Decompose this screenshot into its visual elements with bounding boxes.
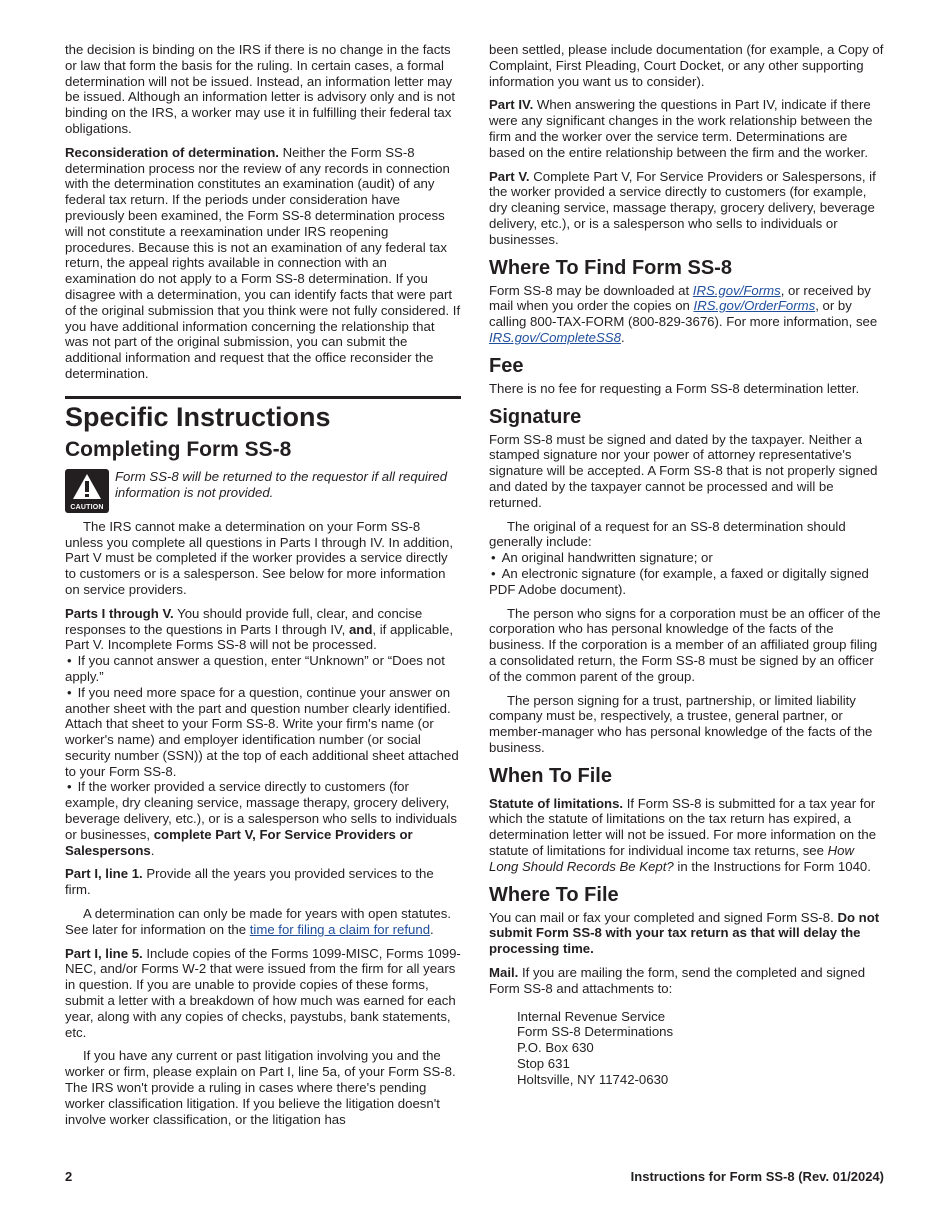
- part-iv-paragraph: Part IV. When answering the questions in Part IV, indicate if there were any significant changes in the work relationship between the firm and the worker over the service term. Determinations are based on the entire relationship between the firm and the worker.: [489, 97, 873, 160]
- time-for-filing-link[interactable]: time for filing a claim for refund: [249, 921, 431, 937]
- fee-heading: Fee: [489, 354, 524, 377]
- irs-cannot-paragraph: The IRS cannot make a determination on your Form SS-8 unless you complete all questions in Parts I through IV. In addition, Part V must be completed if the worker provides a service directly to customers or is a salesperson. See below for more information on service providers.: [65, 518, 454, 597]
- irs-forms-link[interactable]: IRS.gov/Forms: [692, 282, 781, 298]
- original-request-paragraph: The original of a request for an SS-8 determination should generally include: • An original handwritten signature; or • An electronic signature (for example, a faxed or digitally signed PDF Adobe document).: [489, 519, 885, 598]
- bullet-item: • An original handwritten signature; or: [489, 550, 885, 566]
- mail-paragraph: Mail. If you are mailing the form, send the completed and signed Form SS-8 and attachments to:: [489, 965, 866, 996]
- specific-instructions-heading: Specific Instructions: [65, 401, 331, 432]
- reconsideration-lead: Reconsideration of determination.: [65, 144, 279, 160]
- caution-icon: [65, 469, 109, 513]
- caution-label: CAUTION: [70, 503, 104, 511]
- address-line: Form SS-8 Determinations: [517, 1024, 674, 1040]
- determination-paragraph: A determination can only be made for years with open statutes. See later for information on the time for filing a claim for refund.: [65, 906, 451, 937]
- address-line: P.O. Box 630: [517, 1040, 594, 1056]
- address-line: Internal Revenue Service: [517, 1008, 666, 1024]
- section-rule: [65, 396, 461, 399]
- where-file-paragraph: You can mail or fax your completed and signed Form SS-8. Do not submit Form SS-8 with your tax return as that will delay the processing time.: [489, 909, 880, 957]
- address-line: Stop 631: [517, 1056, 570, 1072]
- settled-paragraph: been settled, please include documentation (for example, a Copy of Complaint, First Pleading, Court Docket, or any other supporting information you want us to consider).: [489, 42, 884, 89]
- address-line: Holtsville, NY 11742-0630: [517, 1071, 669, 1087]
- where-file-heading: Where To File: [489, 883, 619, 906]
- part-v-paragraph: Part V. Complete Part V, For Service Providers or Salespersons, if the worker provided a service directly to customers (for example, dry cleaning service, massage therapy, grocery delivery, beverage delivery, etc.), or is a salesperson who sells to individuals or businesses.: [489, 168, 876, 247]
- mailing-address: [517, 1009, 885, 1088]
- signature-heading: Signature: [489, 405, 582, 428]
- where-find-heading: Where To Find Form SS-8: [489, 256, 732, 279]
- when-file-heading: When To File: [489, 764, 612, 787]
- corporation-paragraph: The person who signs for a corporation must be an officer of the corporation who has personal knowledge of the facts of the business. If the corporation is a member of an affiliated group filing a consolidated return, the Form SS-8 must be signed by an officer of the common parent of the group.: [489, 605, 881, 684]
- trust-paragraph: The person signing for a trust, partnership, or limited liability company must be, respectively, a trustee, general partner, or member-manager who has personal knowledge of the facts of the business.: [489, 692, 873, 755]
- where-find-paragraph: Form SS-8 may be downloaded at IRS.gov/Forms, or received by mail when you order the copies on IRS.gov/OrderForms, or by calling 800-TAX-FORM (800-829-3676). For more information, see IRS.gov/CompleteSS8.: [489, 282, 878, 345]
- caution-note: [65, 469, 461, 513]
- right-column: [489, 42, 885, 1088]
- signature-paragraph: Form SS-8 must be signed and dated by the taxpayer. Neither a stamped signature nor your power of attorney representative's signature will be accepted. A Form SS-8 that is not properly signed and dated by the taxpayer cannot be processed and will be returned.: [489, 431, 878, 510]
- part1-line1-paragraph: Part I, line 1. Provide all the years you provided services to the firm.: [65, 866, 434, 898]
- statute-paragraph: Statute of limitations. If Form SS-8 is submitted for a tax year for which the statute of limitations on the tax return has expired, a determination letter will not be issued. For more information on the statute of limitations for individual income tax returns, see How Long Should Records Be Kept? in the Instructions for Form 1040.: [489, 795, 877, 874]
- fee-paragraph: There is no fee for requesting a Form SS-8 determination letter.: [489, 380, 860, 396]
- part1-line5-paragraph: Part I, line 5. Include copies of the Forms 1099-MISC, Forms 1099-NEC, and/or Forms W-2 that were issued from the firm for all years in question. If you are unable to provide copies of these forms, submit a letter with a breakdown of how much was earned for each year, along with any copies of checks, paystubs, bank statements, etc.: [65, 945, 461, 1040]
- completing-form-heading: Completing Form SS-8: [65, 437, 292, 461]
- bullet-item: • If you need more space for a question, continue your answer on another sheet with the part and question number clearly identified. Attach that sheet to your Form SS-8. Write your firm's name (or worker's name) and employer identification number (or social security number (SSN)) at the top of each additional sheet attached to your Form SS-8.: [65, 685, 461, 780]
- litigation-paragraph: If you have any current or past litigation involving you and the worker or firm, please explain on Part I, line 5a, of your Form SS-8. The IRS won't provide a ruling in cases where there's pending worker classification litigation. If you believe the litigation doesn't involve worker classification, or the litigation has: [65, 1048, 456, 1127]
- irs-order-forms-link[interactable]: IRS.gov/OrderForms: [693, 298, 816, 314]
- footer-title: Instructions for Form SS-8 (Rev. 01/2024): [630, 1169, 884, 1184]
- intro-paragraph: the decision is binding on the IRS if there is no change in the facts or law that form the basis for the ruling. In certain cases, a formal determination will not be issued. Instead, an information letter may be issued. Although an information letter is advisory only and is not binding on the IRS, a worker may use it in fulfilling their federal tax obligations.: [65, 42, 455, 136]
- irs-complete-ss8-link[interactable]: IRS.gov/CompleteSS8: [489, 329, 621, 345]
- reconsideration-paragraph: Reconsideration of determination. Neither the Form SS-8 determination process nor the review of any records in connection with the determination constitutes an examination (audit) of any federal tax return. If the periods under consideration have previously been examined, the Form SS-8 determination process will not constitute a reexamination under IRS reopening procedures. Because this is not an examination of any federal tax return, the appeal rights available in connection with an examination do not apply to a Form SS-8 determination. If you disagree with a determination, you can identify facts that were part of the original submission that you think were not fully considered. If you have additional information concerning the relationship that was not part of the original submission, you can submit the additional information and request that the office reconsider the determination.: [65, 144, 461, 381]
- left-column: [65, 42, 461, 1135]
- parts-i-v-paragraph: Parts I through V. You should provide full, clear, and concise responses to the questions in Parts I through IV, and, if applicable, Part V. Incomplete Forms SS-8 will not be processed. • If you cannot answer a question, enter “Unknown” or “Does not apply.” • If you need more space for a question, continue your answer on another sheet with the part and question number clearly identified. Attach that sheet to your Form SS-8. Write your firm's name (or worker's name) and employer identification number (or social security number (SSN)) at the top of each additional sheet attached to your Form SS-8. • If the worker provided a service directly to customers (for example, dry cleaning service, massage therapy, grocery delivery, beverage delivery, etc.), or is a salesperson who sells to individuals or businesses, complete Part V, For Service Providers or Salespersons.: [65, 606, 461, 859]
- bullet-item: • An electronic signature (for example, a faxed or digitally signed PDF Adobe document).: [489, 566, 885, 598]
- caution-text: Form SS-8 will be returned to the requestor if all required information is not provided.: [115, 468, 448, 500]
- page-number: 2: [65, 1169, 73, 1184]
- bullet-item: • If you cannot answer a question, enter “Unknown” or “Does not apply.”: [65, 653, 461, 685]
- bullet-item: • If the worker provided a service directly to customers (for example, dry cleaning service, massage therapy, grocery delivery, beverage delivery, etc.), or is a salesperson who sells to individuals or businesses, complete Part V, For Service Providers or Salespersons.: [65, 779, 461, 858]
